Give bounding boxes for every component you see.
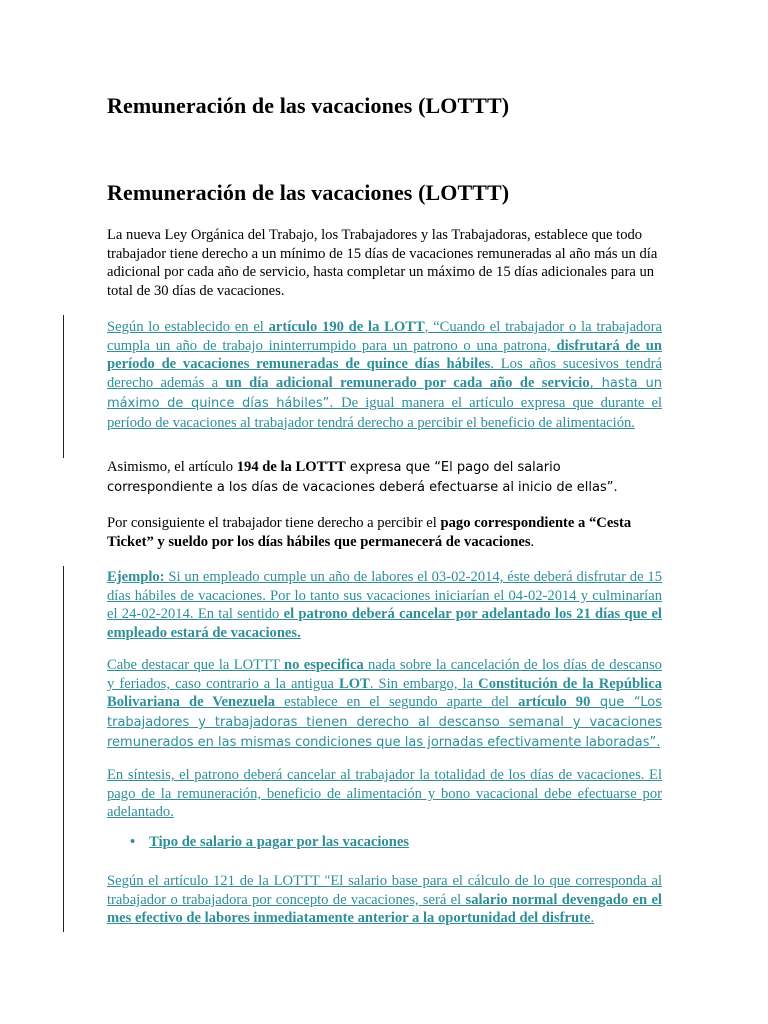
cesta-ticket-paragraph: Por consiguiente el trabajador tiene derecho a percibir el pago correspondiente a “Cesta Ticket” y sueldo por los días hábiles que permanecerá de vacaciones. xyxy=(107,515,632,550)
page-title: Remuneración de las vacaciones (LOTTT) xyxy=(107,93,510,118)
margin-change-bar xyxy=(63,566,64,932)
section-heading: Remuneración de las vacaciones (LOTTT) xyxy=(107,180,510,205)
bullet-label: Tipo de salario a pagar por las vacaciones xyxy=(149,834,409,850)
bullet-icon: • xyxy=(130,834,136,850)
constitution-paragraph[interactable]: Cabe destacar que la LOTTT no especifica nada sobre la cancelación de los días de descanso y feriados, caso contrario a la antigua LOT. Sin embargo, la Constitución de la República Bolivariana de Venezuela establece en el segundo aparte del artículo 90 que “Los trabajadores y trabajadoras tienen derecho al descanso semanal y vacaciones remunerados en las mismas condiciones que las jornadas efectivamente laboradas”. xyxy=(107,657,663,750)
example-paragraph[interactable]: Ejemplo: Si un empleado cumple un año de labores el 03-02-2014, éste deberá disfrutar de 15 días hábiles de vacaciones. Por lo tanto sus vacaciones iniciarían el 04-02-2014 y culminarían el 24-02-2014. En tal sentido el patrono deberá cancelar por adelantado los 21 días que el empleado estará de vacaciones. xyxy=(107,569,662,642)
summary-paragraph[interactable]: En síntesis, el patrono deberá cancelar al trabajador la totalidad de los días de vacaciones. El pago de la remuneración, beneficio de alimentación y bono vacacional debe efectuarse por adelantado. xyxy=(107,767,662,821)
intro-paragraph: La nueva Ley Orgánica del Trabajo, los Trabajadores y las Trabajadoras, establece que todo trabajador tiene derecho a un mínimo de 15 días de vacaciones remuneradas al año más un día adicional por cada año de servicio, hasta completar un máximo de 15 días adicionales para un total de 30 días de vacaciones. xyxy=(107,227,658,300)
bullet-item[interactable] xyxy=(130,834,409,851)
margin-change-bar xyxy=(63,315,64,458)
article-194-paragraph: Asimismo, el artículo 194 de la LOTTT expresa que “El pago del salario correspondiente a los días de vacaciones deberá efectuarse al inicio de ellas”. xyxy=(107,459,618,495)
article-190-paragraph[interactable]: Según lo establecido en el artículo 190 de la LOTT, “Cuando el trabajador o la trabajadora cumpla un año de trabajo ininterrumpido para un patrono o una patrona, disfrutará de un período de vacaciones remuneradas de quince días hábiles. Los años sucesivos tendrá derecho además a un día adicional remunerado por cada año de servicio, hasta un máximo de quince días hábiles”. De igual manera el artículo expresa que durante el período de vacaciones al trabajador tendrá derecho a percibir el beneficio de alimentación. xyxy=(107,319,663,431)
article-121-paragraph[interactable]: Según el artículo 121 de la LOTTT "El salario base para el cálculo de lo que corresponda al trabajador o trabajadora por concepto de vacaciones, será el salario normal devengado en el mes efectivo de labores inmediatamente anterior a la oportunidad del disfrute. xyxy=(107,873,662,927)
